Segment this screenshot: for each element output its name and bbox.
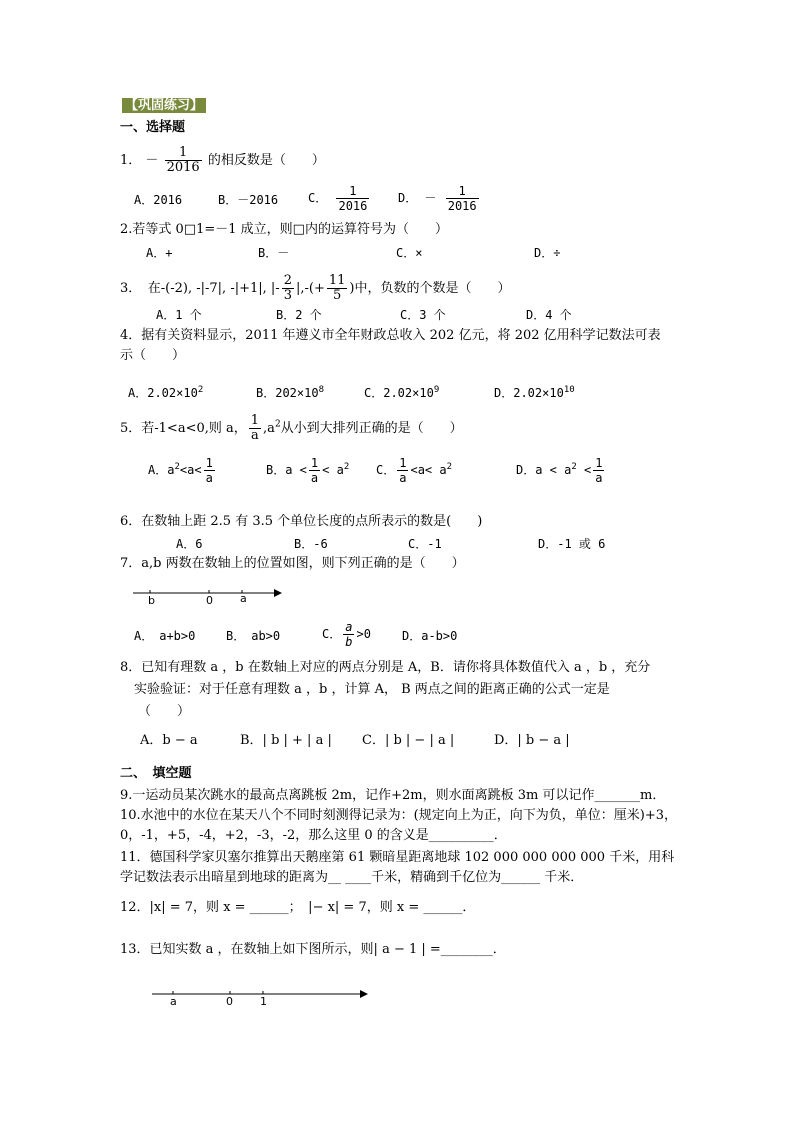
question-10-line1: 10.水池中的水位在某天八个不同时刻测得记录为：(规定向上为正，向下为负，单位：厘米)+3， bbox=[120, 808, 677, 823]
q7-c-fraction bbox=[343, 620, 354, 649]
section-choice-title: 一、选择题 bbox=[120, 120, 186, 135]
q5-c-fraction bbox=[397, 456, 408, 485]
q1-c-num: 1 bbox=[336, 184, 369, 199]
question-7: 7．a,b 两数在数轴上的位置如图，则下列正确的是（ ） bbox=[120, 556, 465, 571]
q5-d-exp: 2 bbox=[571, 462, 577, 472]
q5-c-num: 1 bbox=[399, 456, 407, 470]
q5-a-pre: A．a bbox=[148, 463, 175, 477]
q7-option-c[interactable] bbox=[322, 620, 371, 649]
banner-label: 【巩固练习】 bbox=[122, 98, 206, 113]
section-fill-title: 二、 填空题 bbox=[120, 766, 192, 781]
q5-stem-fraction bbox=[249, 414, 261, 443]
q4-option-a[interactable] bbox=[128, 382, 203, 401]
q8-option-a[interactable]: A．b − a bbox=[140, 733, 198, 748]
q8-option-b[interactable]: B．| b | + | a | bbox=[240, 733, 332, 748]
q1-d-neg: － bbox=[424, 191, 437, 205]
q1-d-den: 2016 bbox=[447, 199, 477, 213]
q4-a-base: A．2.02×10 bbox=[128, 386, 198, 400]
q5-c-exp: 2 bbox=[446, 462, 453, 472]
q1-option-d[interactable] bbox=[398, 184, 481, 213]
q7-c-label: C． bbox=[322, 627, 342, 641]
question-1 bbox=[120, 146, 325, 175]
question-5 bbox=[120, 414, 463, 443]
q5-a-num: 1 bbox=[205, 456, 213, 470]
q5-c-post: <a< a bbox=[410, 463, 447, 477]
q1-c-fraction bbox=[336, 184, 369, 213]
q5-b-pre: B．a < bbox=[266, 463, 307, 477]
q1-prefix: 1． bbox=[120, 153, 142, 168]
q5-option-c[interactable] bbox=[376, 456, 452, 485]
q3-f2-den: 5 bbox=[332, 288, 342, 303]
q3-part1: -(-2), -|-7|, -|+1|, |- bbox=[160, 281, 280, 296]
q1-stem: 的相反数是（ ） bbox=[207, 153, 325, 168]
q5-d-pre: D．a < a bbox=[516, 463, 572, 477]
q3-option-b[interactable]: B．2 个 bbox=[276, 308, 322, 322]
q7-label-b: b bbox=[148, 594, 155, 607]
q3-part3: )中，负数的个数是（ ） bbox=[349, 281, 511, 296]
q7-label-a: a bbox=[240, 592, 247, 605]
q5-d-num: 1 bbox=[595, 456, 603, 470]
q1-c-den: 2016 bbox=[338, 199, 368, 213]
q1-option-a[interactable]: A．2016 bbox=[134, 193, 183, 207]
q1-d-fraction bbox=[446, 184, 479, 213]
q5-a-exp: 2 bbox=[174, 462, 180, 472]
q2-option-d[interactable]: D．÷ bbox=[534, 246, 561, 260]
question-9: 9.一运动员某次跳水的最高点离跳板 2m，记作+2m，则水面离跳板 3m 可以记作_______m． bbox=[120, 788, 666, 803]
q3-option-a[interactable]: A．1 个 bbox=[156, 308, 202, 322]
q4-d-exp: 10 bbox=[563, 385, 575, 395]
q1-num: 1 bbox=[165, 146, 202, 161]
q4-c-base: C．2.02×10 bbox=[364, 386, 434, 400]
q5-stem-b: ,a bbox=[263, 421, 275, 436]
q5-a-fraction bbox=[204, 456, 215, 485]
q5-b-exp: 2 bbox=[343, 462, 350, 472]
question-11-line2: 学记数法表示出暗星到地球的距离为__ ____千米，精确到千亿位为______ 千米． bbox=[120, 870, 584, 885]
q7-option-d[interactable]: D．a-b>0 bbox=[402, 629, 458, 643]
q7-option-a[interactable]: A． a+b>0 bbox=[134, 629, 196, 643]
q5-b-fraction bbox=[309, 456, 320, 485]
q7-c-num: a bbox=[345, 620, 353, 634]
q8-option-c[interactable]: C．| b | − | a | bbox=[362, 733, 455, 748]
q1-c-label: C． bbox=[308, 191, 328, 205]
q1-neg: － bbox=[145, 153, 159, 168]
question-11-line1: 11．德国科学家贝塞尔推算出天鹅座第 61 颗暗星距离地球 102 000 000 000 000 千米，用科 bbox=[120, 850, 675, 865]
q2-option-c[interactable]: C．× bbox=[396, 246, 423, 260]
q1-fraction bbox=[165, 146, 202, 175]
q5-stem-a: 5．若-1<a<0,则 a， bbox=[120, 421, 247, 436]
q4-c-exp: 9 bbox=[433, 385, 440, 395]
q1-d-num: 1 bbox=[446, 184, 479, 199]
q13-label-1: 1 bbox=[260, 995, 267, 1008]
q3-option-d[interactable]: D．4 个 bbox=[526, 308, 572, 322]
q5-stem-exp: 2 bbox=[274, 419, 281, 430]
q6-option-d[interactable]: D．-1 或 6 bbox=[538, 537, 606, 551]
q7-axis-arrow bbox=[274, 589, 282, 597]
q3-f1-den: 3 bbox=[283, 288, 292, 303]
q5-d-mid: < bbox=[576, 463, 592, 477]
q5-b-den: a bbox=[310, 471, 319, 485]
q7-option-b[interactable]: B． ab>0 bbox=[226, 629, 281, 643]
q3-f2-num: 11 bbox=[328, 273, 346, 288]
question-4-line2: 示（ ） bbox=[120, 348, 186, 363]
question-10-line2: 0，-1，+5，-4，+2，-3，-2，那么这里 0 的含义是__________． bbox=[120, 828, 507, 843]
question-3 bbox=[120, 274, 510, 303]
q4-b-base: B．202×10 bbox=[256, 386, 319, 400]
q3-option-c[interactable]: C．3 个 bbox=[400, 308, 446, 322]
question-2: 2.若等式 0□1=－1 成立，则□内的运算符号为（ ） bbox=[120, 222, 448, 237]
q1-option-b[interactable]: B．－2016 bbox=[218, 193, 279, 207]
q3-prefix: 3． 在 bbox=[120, 281, 161, 296]
q5-option-b[interactable] bbox=[266, 456, 349, 485]
q3-fraction-2 bbox=[327, 274, 348, 303]
q5-a-mid: <a< bbox=[179, 463, 202, 477]
question-8-line3: （ ） bbox=[138, 704, 191, 719]
q5-d-fraction bbox=[593, 456, 604, 485]
q6-option-b[interactable]: B．-6 bbox=[294, 537, 328, 551]
q4-option-c[interactable] bbox=[364, 382, 439, 401]
q4-option-d[interactable] bbox=[494, 382, 575, 401]
q2-option-a[interactable]: A．+ bbox=[146, 246, 173, 260]
q7-c-post: >0 bbox=[356, 627, 371, 641]
q5-f-num: 1 bbox=[250, 413, 260, 428]
q5-b-post: < a bbox=[322, 463, 344, 477]
q1-den: 2016 bbox=[166, 160, 200, 175]
question-4-line1: 4．据有关资料显示，2011 年遵义市全年财政总收入 202 亿元，将 202 亿用科学记数法可表 bbox=[120, 328, 661, 343]
q7-label-0: 0 bbox=[206, 594, 213, 607]
q5-c-pre: C． bbox=[376, 463, 396, 477]
q3-f1-num: 2 bbox=[283, 273, 292, 288]
q1-d-label: D． bbox=[398, 191, 418, 205]
q1-option-c[interactable] bbox=[308, 184, 371, 213]
q5-option-a[interactable] bbox=[148, 456, 217, 485]
q5-f-den: a bbox=[251, 428, 259, 443]
q6-option-a[interactable]: A．6 bbox=[176, 537, 203, 551]
q5-d-den: a bbox=[595, 471, 603, 485]
q5-option-d[interactable] bbox=[516, 456, 606, 485]
q13-label-0: 0 bbox=[226, 995, 233, 1008]
q5-b-num: 1 bbox=[310, 456, 319, 470]
q4-a-exp: 2 bbox=[197, 385, 204, 395]
q2-option-b[interactable]: B．－ bbox=[258, 246, 290, 260]
exercise-banner bbox=[122, 98, 206, 114]
q13-label-a: a bbox=[170, 995, 177, 1008]
q8-option-d[interactable]: D．| b − a | bbox=[494, 733, 570, 748]
q3-fraction-1 bbox=[282, 274, 294, 303]
question-12: 12．|x| = 7，则 x = ______； |− x| = 7，则 x = ______． bbox=[120, 900, 476, 915]
q7-c-den: b bbox=[345, 635, 353, 649]
q13-axis-arrow bbox=[360, 990, 368, 998]
q3-part2: |,-(+ bbox=[295, 281, 325, 296]
question-8-line1: 8．已知有理数 a ，b 在数轴上对应的两点分别是 A，B．请你将具体数值代入 a ，b ，充分 bbox=[120, 660, 651, 675]
q5-stem-c: 从小到大排列正确的是（ ） bbox=[280, 421, 463, 436]
question-6: 6．在数轴上距 2.5 有 3.5 个单位长度的点所表示的数是( ) bbox=[120, 514, 483, 529]
question-13: 13．已知实数 a ，在数轴上如下图所示，则| a − 1 | =________． bbox=[120, 942, 506, 957]
q4-d-base: D．2.02×10 bbox=[494, 386, 564, 400]
q6-option-c[interactable]: C．-1 bbox=[408, 537, 442, 551]
q5-c-den: a bbox=[399, 471, 407, 485]
q5-a-den: a bbox=[205, 471, 213, 485]
q4-b-exp: 8 bbox=[318, 385, 324, 395]
q4-option-b[interactable] bbox=[256, 382, 324, 401]
question-8-line2: 实验验证：对于任意有理数 a ，b ，计算 A， B 两点之间的距离正确的公式一定是 bbox=[134, 682, 610, 697]
